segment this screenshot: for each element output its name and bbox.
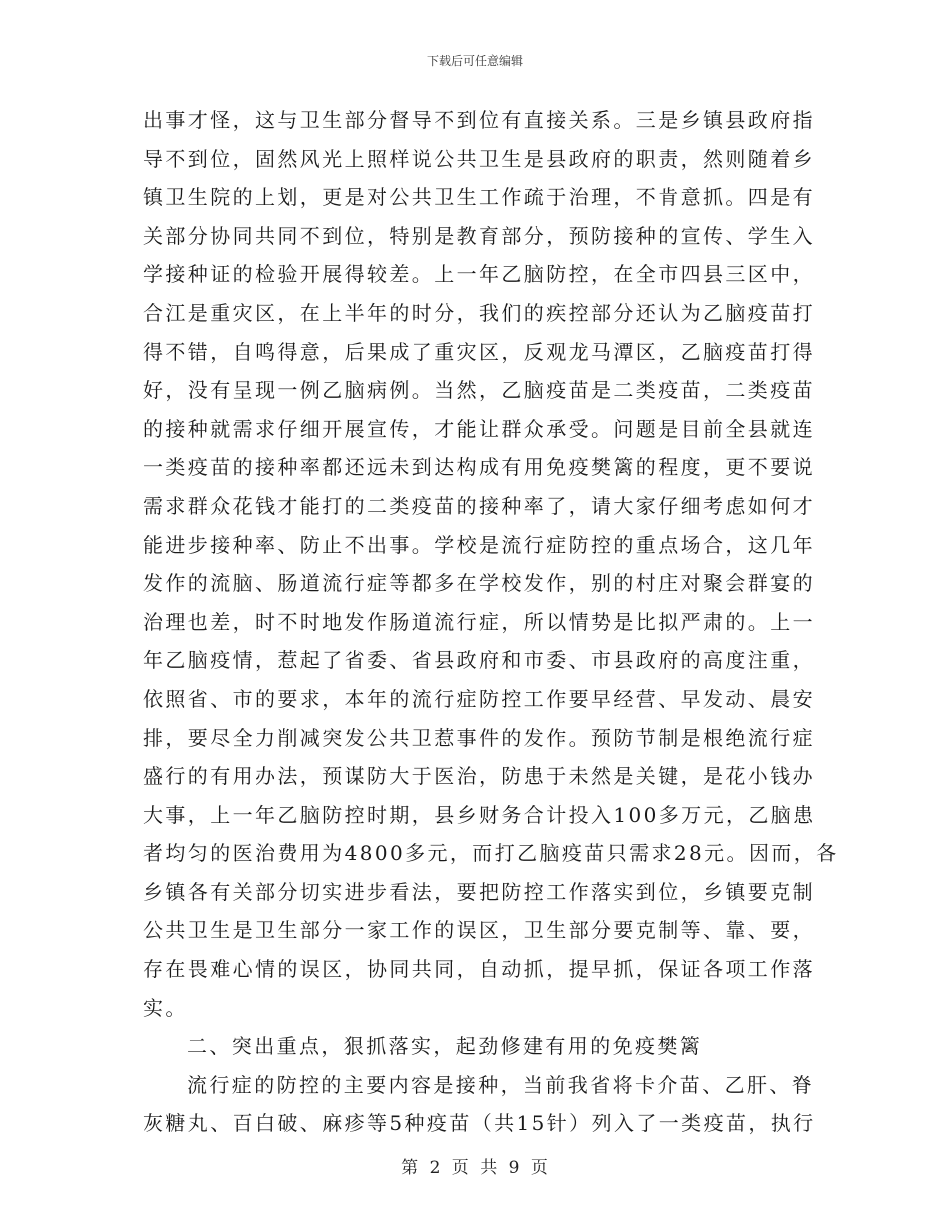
section-heading: 二、突出重点，狠抓落实，起劲修建有用的免疫樊篱 — [187, 1034, 703, 1059]
text-line: 年乙脑疫情，惹起了省委、省县政府和市委、市县政府的高度注重， — [143, 648, 815, 673]
text-line: 得不错，自鸣得意，后果成了重灾区，反观龙马潭区，乙脑疫苗打得 — [143, 339, 815, 364]
total-pages-number: 9 — [508, 1158, 521, 1178]
footer-suffix: 页 — [530, 1158, 549, 1178]
text-line: 公共卫生是卫生部分一家工作的误区，卫生部分要克制等、靠、要， — [143, 918, 815, 943]
text-line: 出事才怪，这与卫生部分督导不到位有直接关系。三是乡镇县政府指 — [143, 108, 815, 132]
text-line: 关部分协同共同不到位，特别是教育部分，预防接种的宣传、学生入 — [143, 223, 815, 248]
text-line: 导不到位，固然风光上照样说公共卫生是县政府的职责，然则随着乡 — [143, 146, 815, 171]
text-line: 排，要尽全力削减突发公共卫惹事件的发作。预防节制是根绝流行症 — [143, 725, 815, 750]
footer-prefix: 第 — [401, 1158, 420, 1178]
text-line: 合江是重灾区，在上半年的时分，我们的疾控部分还认为乙脑疫苗打 — [143, 300, 815, 325]
page-header: 下载后可任意编辑 — [426, 54, 523, 68]
text-line: 存在畏难心情的误区，协同共同，自动抓，提早抓，保证各项工作落 — [143, 957, 815, 982]
text-line: 发作的流脑、肠道流行症等都多在学校发作，别的村庄对聚会群宴的 — [143, 571, 815, 596]
text-line: 一类疫苗的接种率都还远未到达构成有用免疫樊篱的程度，更不要说 — [143, 455, 815, 480]
text-line: 学接种证的检验开展得较差。上一年乙脑防控，在全市四县三区中， — [143, 262, 815, 287]
text-line: 需求群众花钱才能打的二类疫苗的接种率了，请大家仔细考虑如何才 — [143, 493, 815, 518]
page-footer — [0, 1153, 950, 1178]
body-text — [143, 101, 839, 1143]
text-line: 好，没有呈现一例乙脑病例。当然，乙脑疫苗是二类疫苗，二类疫苗 — [143, 378, 815, 403]
footer-page-word: 页 — [451, 1158, 470, 1178]
text-line: 盛行的有用办法，预谋防大于医治，防患于未然是关键，是花小钱办 — [143, 764, 815, 789]
text-line: 镇卫生院的上划，更是对公共卫生工作疏于治理，不肯意抓。四是有 — [143, 185, 815, 210]
text-line: 实。 — [143, 995, 188, 1020]
text-line: 乡镇各有关部分切实进步看法，要把防控工作落实到位，乡镇要克制 — [143, 879, 815, 904]
text-line: 的接种就需求仔细开展宣传，才能让群众承受。问题是目前全县就连 — [143, 416, 815, 441]
text-line: 能进步接种率、防止不出事。学校是流行症防控的重点场合，这几年 — [143, 532, 815, 557]
text-line: 者均匀的医治费用为4800多元，而打乙脑疫苗只需求28元。因而，各 — [143, 841, 839, 866]
text-line: 治理也差，时不时地发作肠道流行症，所以情势是比拟严肃的。上一 — [143, 609, 815, 634]
text-line: 大事，上一年乙脑防控时期，县乡财务合计投入100多万元，乙脑患 — [143, 802, 816, 827]
text-line: 依照省、市的要求，本年的流行症防控工作要早经营、早发动、晨安 — [143, 686, 815, 711]
current-page-number: 2 — [429, 1158, 442, 1178]
text-line: 灰糖丸、百白破、麻疹等5种疫苗（共15针）列入了一类疫苗，执行 — [143, 1111, 816, 1136]
footer-total-word: 共 — [480, 1158, 499, 1178]
text-line: 流行症的防控的主要内容是接种，当前我省将卡介苗、乙肝、脊 — [187, 1072, 815, 1097]
